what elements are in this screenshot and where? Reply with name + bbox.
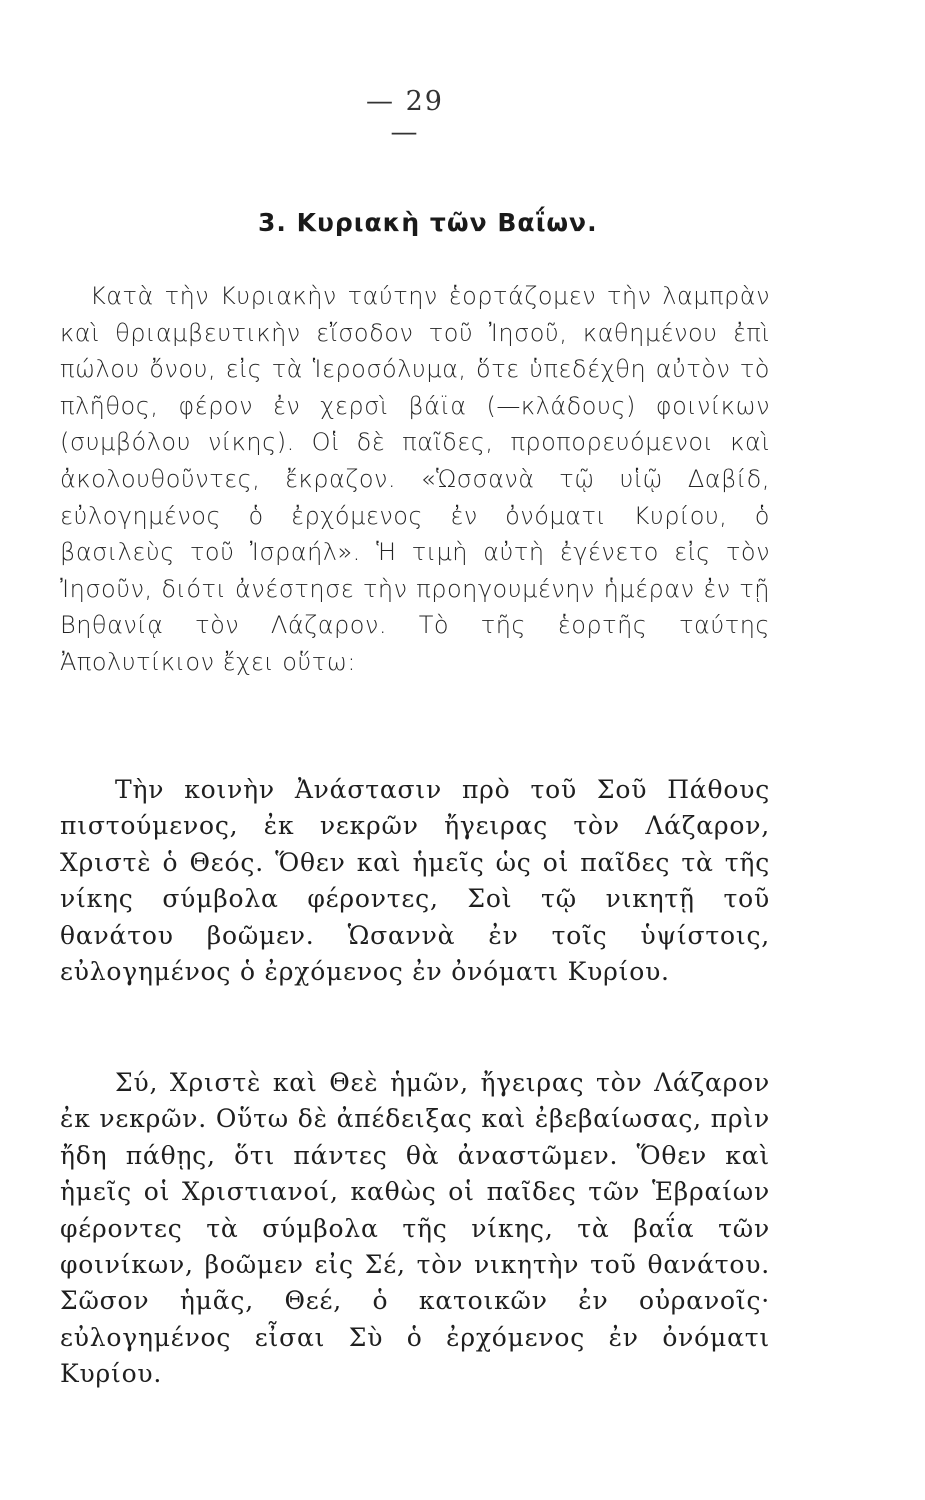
intro-paragraph: Κατὰ τὴν Κυριακὴν ταύτην ἑορτάζομεν τὴν λαμπρὰν καὶ θριαμβευτικὴν εἴσοδον τοῦ Ἰησοῦ, καθημένου ἐπὶ πώλου ὄνου, εἰς τὰ Ἱεροσόλυμα, ὅτε ὑπεδέχθη αὐτὸν τὸ πλῆθος, φέρον ἐν χερσὶ βάϊα (—κλάδους) φοινίκων (συμβόλου νίκης). Οἱ δὲ παῖδες, προπορευόμενοι καὶ ἀκολουθοῦντες, ἔκραζον. «Ὡσσανὰ τῷ υἱῷ Δαβίδ, εὐλογημένος ὁ ἐρχόμενος ἐν ὀνόματι Κυρίου, ὁ βασιλεὺς τοῦ Ἰσραήλ». Ἡ τιμὴ αὐτὴ ἐγένετο εἰς τὸν Ἰησοῦν, διότι ἀνέστησε τὴν προηγουμένην ἡμέραν ἐν τῇ Βηθανίᾳ τὸν Λάζαρον. Τὸ τῆς ἑορτῆς ταύτης Ἀπολυτίκιον ἔχει οὕτω: xyxy=(60,282,770,676)
hymn-paragraph-2: Σύ, Χριστὲ καὶ Θεὲ ἡμῶν, ἤγειρας τὸν Λάζαρον ἐκ νεκρῶν. Οὕτω δὲ ἀπέδειξας καὶ ἐβεβαίωσας, πρὶν ἤδη πάθῃς, ὅτι πάντες θὰ ἀναστῶμεν. Ὅθεν καὶ ἡμεῖς οἱ Χριστιανοί, καθὼς οἱ παῖδες τῶν Ἑβραίων φέροντες τὰ σύμβολα τῆς νίκης, τὰ βαΐα τῶν φοινίκων, βοῶμεν εἰς Σέ, τὸν νικητὴν τοῦ θανάτου. Σῶσον ἡμᾶς, Θεέ, ὁ κατοικῶν ἐν οὐρανοῖς· εὐλογημένος εἶσαι Σὺ ὁ ἐρχόμενος ἐν ὀνόματι Κυρίου. xyxy=(60,1068,770,1389)
section-title: 3. Κυριακὴ τῶν Βαΐων. xyxy=(258,208,598,237)
hymn-paragraph-1: Τὴν κοινὴν Ἀνάστασιν πρὸ τοῦ Σοῦ Πάθους πιστούμενος, ἐκ νεκρῶν ἤγειρας τὸν Λάζαρον, Χριστὲ ὁ Θεός. Ὅθεν καὶ ἡμεῖς ὡς οἱ παῖδες τὰ τῆς νίκης σύμβολα φέροντες, Σοὶ τῷ νικητῇ τοῦ θανάτου βοῶμεν. Ὡσαννὰ ἐν τοῖς ὑψίστοις, εὐλογημένος ὁ ἐρχόμενος ἐν ὀνόματι Κυρίου. xyxy=(60,775,770,987)
page-number: — 29 — xyxy=(366,86,444,148)
